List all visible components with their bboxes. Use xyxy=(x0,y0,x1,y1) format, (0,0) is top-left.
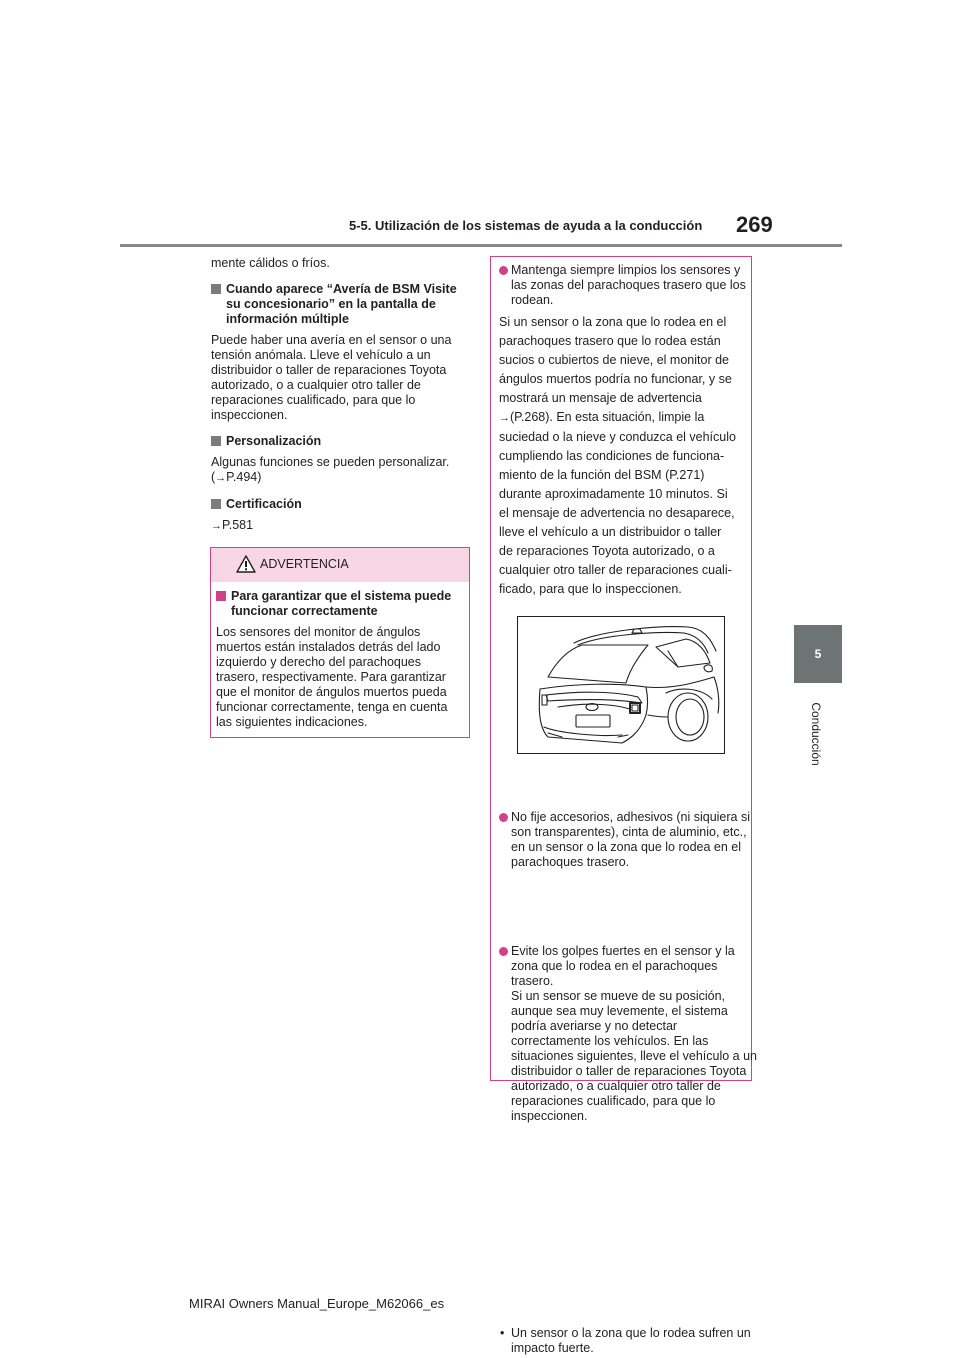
text-line: mostrará un mensaje de advertencia xyxy=(499,391,702,405)
square-bullet-icon xyxy=(216,591,226,601)
section-text-bsm-failure: Puede haber una avería en el sensor o una tensión anómala. Lleve el vehículo a un distribuidor o taller de reparaciones Toyota autorizado, o a cualquier otro taller de reparaciones cualificado, para que lo inspeccionen. xyxy=(211,333,452,422)
text-line: cumpliendo las condiciones de funciona- xyxy=(499,449,725,463)
section-heading-personalization: Personalización xyxy=(211,434,469,449)
section-heading-certification: Certificación xyxy=(211,497,469,512)
text-line: cualquier otro taller de reparaciones cuali- xyxy=(499,563,732,577)
section-title: 5-5. Utilización de los sistemas de ayuda a la conducción xyxy=(349,218,703,233)
bullet-dot-icon xyxy=(499,266,508,275)
square-bullet-icon xyxy=(211,436,221,446)
section-text-personalization: Algunas funciones se pueden personalizar. xyxy=(211,455,450,469)
text-line: el mensaje de advertencia no desaparece, xyxy=(499,506,735,520)
list-item: Evite los golpes fuertes en el sensor y la zona que lo rodea en el parachoques trasero. Si un sensor se mueve de su posición, aunque sea muy levemente, el sistema podría averiarse y no detectar correctamente los vehículos. En las situaciones siguientes, lleve el vehículo a un distribuidor o taller de reparaciones Toyota autorizado, o a cualquier otro taller de reparaciones cualificado, para que lo inspeccionen. xyxy=(499,944,757,1124)
text-line: durante aproximadamente 10 minutos. Si xyxy=(499,487,728,501)
bullet-dot-icon xyxy=(499,813,508,822)
warning-body xyxy=(211,582,469,730)
warning-continuation-box xyxy=(490,256,757,1355)
arrow-right-icon: → xyxy=(499,412,510,424)
list-item: • Un sensor o la zona que lo rodea sufren un impacto fuerte. xyxy=(500,1326,751,1355)
sensor-cleaning-paragraph xyxy=(499,313,745,599)
text-line: lleve el vehículo a un distribuidor o taller xyxy=(499,525,722,539)
page-reference[interactable]: →P.581 xyxy=(211,518,254,532)
warning-heading: Para garantizar que el sistema puede funcionar correctamente xyxy=(216,589,459,619)
text-line: sucios o cubiertos de nieve, el monitor de xyxy=(499,353,729,367)
text-line: ángulos muertos podría no funcionar, y se xyxy=(499,372,732,386)
list-item: No fije accesorios, adhesivos (ni siquiera si son transparentes), cinta de aluminio, etc., en un sensor o la zona que lo rodea en el parachoques trasero. xyxy=(499,810,757,870)
page-reference[interactable]: (→P.494) xyxy=(211,470,262,484)
left-column xyxy=(211,256,469,534)
chapter-label-text: Conducción xyxy=(809,702,823,766)
chapter-label xyxy=(806,694,826,774)
text-line: parachoques trasero que lo rodea están xyxy=(499,334,721,348)
footer-text: MIRAI Owners Manual_Europe_M62066_es xyxy=(189,1296,445,1311)
bullet-point-icon: • xyxy=(500,1326,505,1340)
intro-text: mente cálidos o fríos. xyxy=(211,256,330,270)
warning-text: Los sensores del monitor de ángulos muertos están instalados detrás del lado izquierdo y derecho del parachoques trasero, respectivamente. Para garantizar que el monitor de ángulos muertos pueda funcionar correctamente, tenga en cuenta las siguientes indicaciones. xyxy=(216,625,448,729)
arrow-right-icon: → xyxy=(211,520,222,532)
text-line: de reparaciones Toyota autorizado, o a xyxy=(499,544,715,558)
warning-title: ADVERTENCIA xyxy=(260,557,349,571)
page-number: 269 xyxy=(736,212,773,237)
text-line: ficado, para que lo inspeccionen. xyxy=(499,582,682,596)
text-line: suciedad o la nieve y conduzca el vehículo xyxy=(499,430,736,444)
chapter-tab: 5 xyxy=(794,625,842,683)
square-bullet-icon xyxy=(211,284,221,294)
list-item: Mantenga siempre limpios los sensores y las zonas del parachoques trasero que los rodean. xyxy=(499,263,757,308)
text-line: miento de la función del BSM (P.271) xyxy=(499,468,705,482)
bullet-dot-icon xyxy=(499,947,508,956)
square-bullet-icon xyxy=(211,499,221,509)
text-line: Si un sensor o la zona que lo rodea en el xyxy=(499,315,727,329)
header-divider xyxy=(120,244,842,247)
text-line: →(P.268). En esta situación, limpie la xyxy=(499,410,705,424)
arrow-right-icon: → xyxy=(215,472,227,484)
car-rear-illustration xyxy=(517,616,725,754)
section-heading-bsm-failure: Cuando aparece “Avería de BSM Visite su concesionario” en la pantalla de información múltiple xyxy=(211,282,469,327)
car-rear-icon xyxy=(518,617,724,753)
list-item-continuation: Si un sensor se mueve de su posición, aunque sea muy levemente, el sistema podría averiarse y no detectar correctamente los vehículos. En las situaciones siguientes, lleve el vehículo a un distribuidor o taller de reparaciones Toyota autorizado, o a cualquier otro taller de reparaciones cualificado, para que lo inspeccionen. xyxy=(511,989,757,1123)
warning-triangle-icon xyxy=(236,555,256,573)
warning-box xyxy=(210,547,470,738)
warning-header xyxy=(211,548,469,582)
